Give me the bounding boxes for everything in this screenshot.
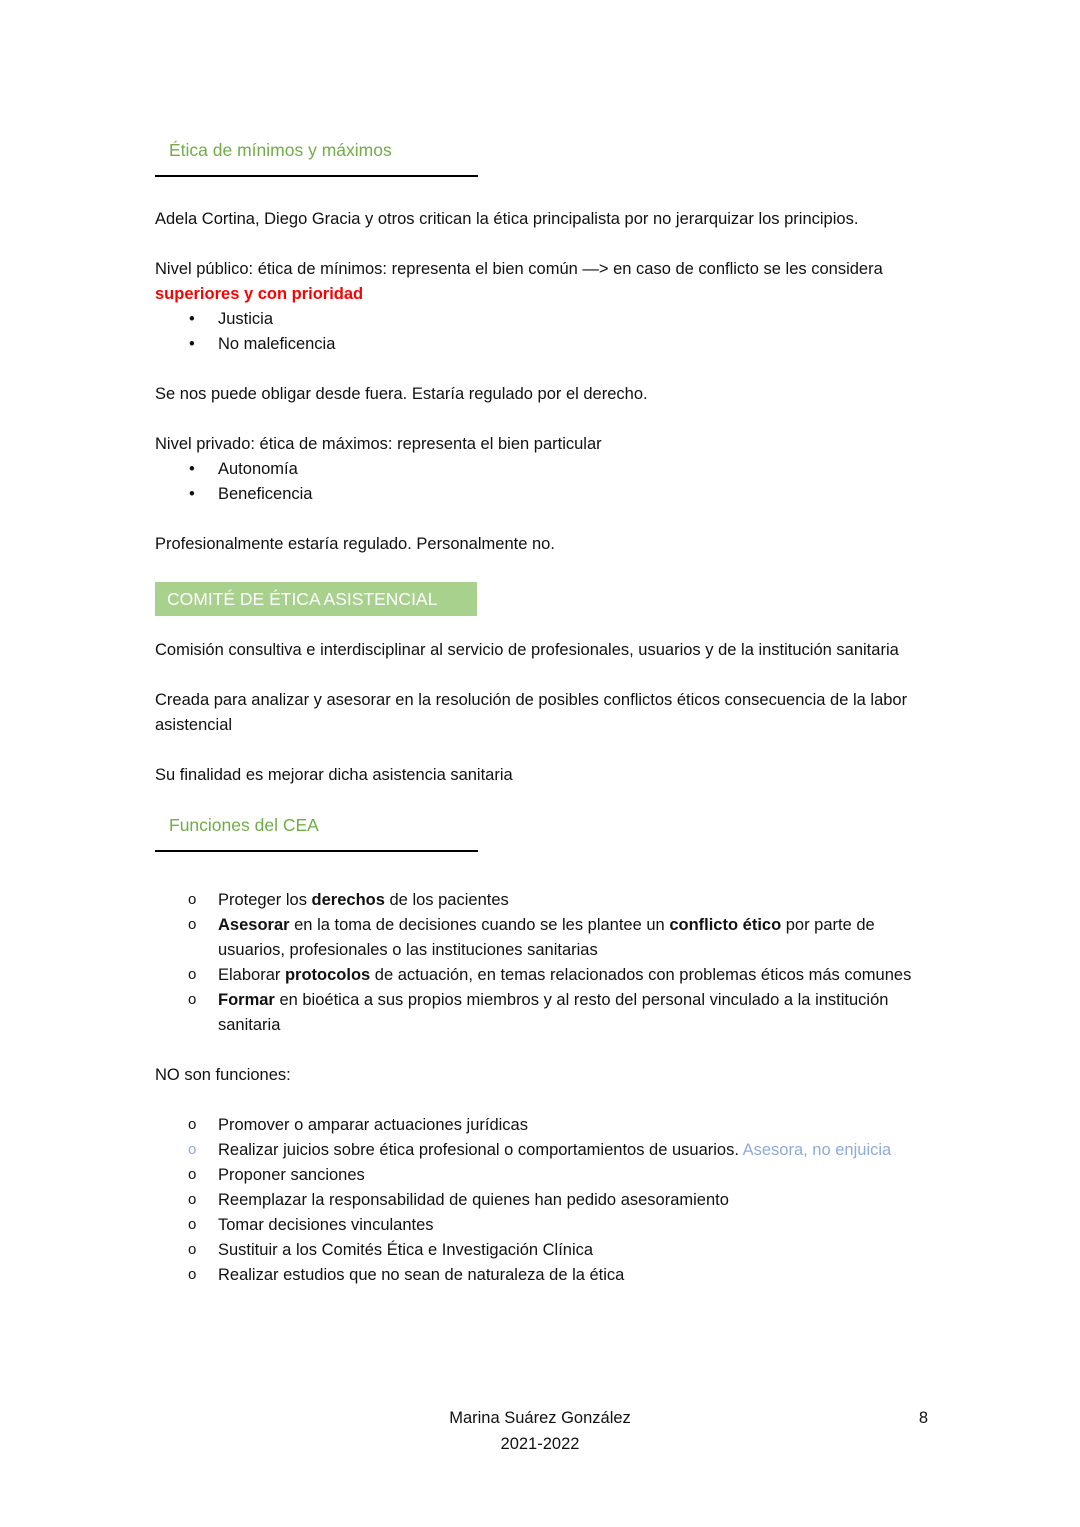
page-number: 8 bbox=[918, 1409, 928, 1427]
list-item bbox=[155, 913, 927, 963]
list-item bbox=[155, 888, 927, 913]
paragraph-creada: Creada para analizar y asesorar en la resolución de posibles conflictos éticos consecuencia de la labor asistencial bbox=[155, 691, 908, 734]
list-item bbox=[155, 1263, 927, 1288]
no-funciones-list bbox=[155, 1113, 927, 1288]
paragraph-profesionalmente: Profesionalmente estaría regulado. Personalmente no. bbox=[155, 535, 555, 553]
paragraph-nivel-privado: Nivel privado: ética de máximos: representa el bien particular bbox=[155, 435, 602, 453]
funciones-list bbox=[155, 888, 927, 1038]
list-item-text: Reemplazar la responsabilidad de quienes han pedido asesoramiento bbox=[218, 1191, 729, 1209]
list-item-text: de los pacientes bbox=[384, 891, 509, 909]
emphasis-blue-text: Asesora, no enjuicia bbox=[742, 1141, 892, 1159]
list-item-text: Sustituir a los Comités Ética e Investigación Clínica bbox=[218, 1241, 594, 1259]
list-item-text: de actuación, en temas relacionados con problemas éticos más comunes bbox=[370, 966, 912, 984]
list-item bbox=[155, 1138, 927, 1163]
footer-author: Marina Suárez González bbox=[449, 1409, 631, 1427]
list-item-text: Realizar juicios sobre ética profesional o comportamientos de usuarios. bbox=[218, 1141, 743, 1159]
bold-text: protocolos bbox=[284, 966, 371, 984]
list-item bbox=[155, 1188, 927, 1213]
paragraph-obligar: Se nos puede obligar desde fuera. Estaría regulado por el derecho. bbox=[155, 385, 648, 403]
list-item bbox=[155, 988, 927, 1038]
bold-text: Formar bbox=[218, 991, 275, 1009]
list-item-text: Beneficencia bbox=[218, 485, 313, 503]
list-item bbox=[155, 963, 927, 988]
list-item-text: Proteger los bbox=[218, 891, 312, 909]
list-item bbox=[155, 482, 927, 507]
heading-text: Funciones del CEA bbox=[169, 815, 319, 835]
bold-text: Asesorar bbox=[218, 916, 290, 934]
bold-text: conflicto ético bbox=[669, 916, 782, 934]
list-item-text: Autonomía bbox=[218, 460, 298, 478]
list-item-text: Realizar estudios que no sean de naturaleza de la ética bbox=[218, 1266, 625, 1284]
bullet-list-minimos bbox=[155, 307, 927, 357]
list-item bbox=[155, 457, 927, 482]
bold-text: derechos bbox=[311, 891, 385, 909]
list-item bbox=[155, 1213, 927, 1238]
footer-years: 2021-2022 bbox=[500, 1435, 580, 1453]
paragraph-finalidad: Su finalidad es mejorar dicha asistencia sanitaria bbox=[155, 766, 513, 784]
heading-funciones-cea bbox=[155, 813, 478, 852]
list-item-text: Promover o amparar actuaciones jurídicas bbox=[218, 1116, 528, 1134]
list-item-text: por parte de usuarios, profesionales o las instituciones sanitarias bbox=[218, 916, 875, 959]
list-item-text: Tomar decisiones vinculantes bbox=[218, 1216, 434, 1234]
list-item bbox=[155, 1163, 927, 1188]
paragraph-comision: Comisión consultiva e interdisciplinar al servicio de profesionales, usuarios y de la institución sanitaria bbox=[155, 641, 899, 659]
list-item-text: Justicia bbox=[218, 310, 274, 328]
heading-comite-etica-asistencial bbox=[155, 582, 477, 616]
list-item bbox=[155, 332, 927, 357]
page-content bbox=[155, 0, 927, 1313]
bullet-list-maximos bbox=[155, 457, 927, 507]
list-item-text: No maleficencia bbox=[218, 335, 336, 353]
heading-text: COMITÉ DE ÉTICA ASISTENCIAL bbox=[167, 589, 438, 609]
list-item bbox=[155, 1113, 927, 1138]
heading-etica-minimos-maximos bbox=[155, 138, 478, 177]
list-item-text: Proponer sanciones bbox=[218, 1166, 365, 1184]
paragraph-text: Nivel público: ética de mínimos: representa el bien común —> en caso de conflicto se les considera bbox=[155, 260, 883, 278]
paragraph-no-son-funciones: NO son funciones: bbox=[155, 1066, 291, 1084]
paragraph-nivel-publico bbox=[155, 257, 927, 307]
list-item-text: Elaborar bbox=[218, 966, 285, 984]
list-item-text: en bioética a sus propios miembros y al resto del personal vinculado a la institución sanitaria bbox=[218, 991, 889, 1034]
list-item bbox=[155, 1238, 927, 1263]
heading-text: Ética de mínimos y máximos bbox=[169, 140, 392, 160]
emphasis-red-text: superiores y con prioridad bbox=[155, 285, 364, 303]
list-item-text: en la toma de decisiones cuando se les plantee un bbox=[289, 916, 670, 934]
paragraph-adela-cortina: Adela Cortina, Diego Gracia y otros critican la ética principalista por no jerarquizar los principios. bbox=[155, 210, 859, 228]
list-item bbox=[155, 307, 927, 332]
